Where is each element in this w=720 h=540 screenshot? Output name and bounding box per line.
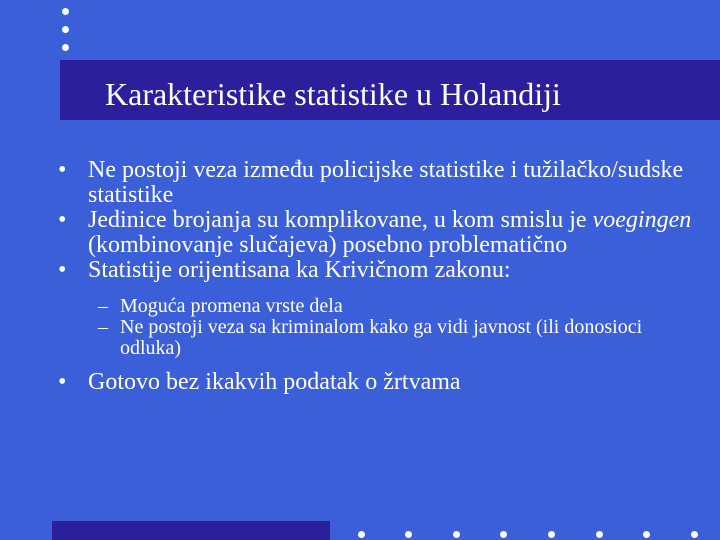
bullet-item xyxy=(58,258,698,283)
bullet-item xyxy=(58,208,698,258)
bullet-mark: • xyxy=(58,257,67,283)
bullet-text: Statistije orijentisana ka Krivičnom zakonu: xyxy=(88,257,511,283)
decor-dot xyxy=(405,531,412,538)
sub-bullet-mark: – xyxy=(98,295,108,317)
decor-dot xyxy=(643,531,650,538)
decor-dot xyxy=(596,531,603,538)
sub-bullet-text: Ne postoji veza sa kriminalom kako ga vidi javnost (ili donosioci odluka) xyxy=(120,316,643,359)
bullet-mark: • xyxy=(58,369,67,395)
decor-dot xyxy=(691,531,698,538)
decor-dot xyxy=(62,44,69,51)
bullet-text-after: (kombinovanje slučajeva) posebno problematično xyxy=(88,232,568,258)
bullet-item xyxy=(58,158,698,208)
slide-title: Karakteristike statistike u Holandiji xyxy=(105,76,561,112)
bullet-mark: • xyxy=(58,207,67,233)
decor-dot xyxy=(62,8,69,15)
bullet-text: Ne postoji veza između policijske statistike i tužilačko/sudske statistike xyxy=(88,157,684,208)
sub-bullet-item xyxy=(58,296,698,317)
decor-dot xyxy=(500,531,507,538)
sub-bullet-mark: – xyxy=(98,316,108,338)
decor-dot xyxy=(358,531,365,538)
sub-bullet-text: Moguća promena vrste dela xyxy=(120,295,343,317)
decor-dot xyxy=(453,531,460,538)
bottom-bar xyxy=(52,521,330,540)
bullet-text-before: Jedinice brojanja su komplikovane, u kom smislu je xyxy=(88,207,593,233)
bullet-mark: • xyxy=(58,157,67,183)
bullet-emphasis: voegingen xyxy=(592,207,692,233)
decor-dot xyxy=(62,26,69,33)
slide-content xyxy=(58,158,698,395)
decor-dot xyxy=(548,531,555,538)
bullet-text: Gotovo bez ikakvih podatak o žrtvama xyxy=(88,369,461,395)
bullet-item xyxy=(58,370,698,395)
sub-bullet-item xyxy=(58,317,698,359)
